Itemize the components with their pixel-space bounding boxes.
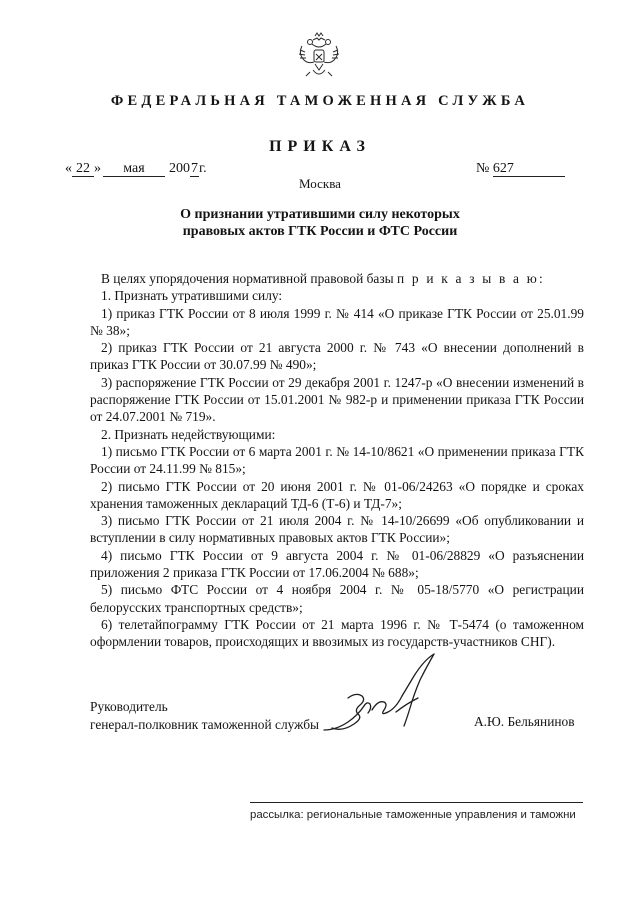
double-headed-eagle-icon [296, 32, 342, 80]
subject-line-1: О признании утратившими силу некоторых [180, 207, 460, 222]
order-year-digit: 7 [191, 161, 198, 176]
order-city: Москва [299, 176, 341, 191]
order-date [65, 161, 207, 177]
order-title: ПРИКАЗ [269, 138, 371, 155]
order-number-value: 627 [493, 162, 565, 177]
order-year-unit: г. [199, 161, 207, 176]
section-2-item-2: 2) письмо ГТК России от 20 июня 2001 г. № 01-06/24263 «О порядке и сроках хранения таможенных деклараций ТД-6 (Т-6) и ТД-7»; [90, 478, 584, 511]
number-label: № [476, 161, 490, 176]
date-open-quote: « [65, 161, 72, 176]
subject-line-2: правовых актов ГТК России и ФТС России [182, 224, 458, 239]
date-close-quote: » [94, 161, 101, 176]
signatory-name: А.Ю. Бельянинов [474, 714, 575, 729]
order-day: 22 [72, 162, 94, 177]
signatory-position [90, 698, 319, 734]
order-subject [0, 206, 640, 240]
distribution-list: рассылка: региональные таможенные управления и таможни [250, 809, 576, 821]
section-2-title: 2. Признать недействующими: [101, 426, 276, 442]
section-2-item-5: 5) письмо ФТС России от 4 ноября 2004 г. № 05-18/5770 «О регистрации белорусских транспортных средств»; [90, 582, 584, 615]
order-number [476, 161, 565, 177]
preamble-order-word: п р и к а з ы в а ю: [396, 271, 545, 286]
section-2-item-3: 3) письмо ГТК России от 21 июля 2004 г. № 14-10/26699 «Об опубликовании и вступлении в силу нормативных правовых актов ГТК России»; [90, 513, 584, 546]
footer-divider [250, 802, 583, 803]
section-1-item-1: 1) приказ ГТК России от 8 июля 1999 г. № 414 «О приказе ГТК России от 25.01.99 № 38»; [90, 305, 584, 338]
section-1-item-2: 2) приказ ГТК России от 21 августа 2000 г. № 743 «О внесении дополнений в приказ ГТК России от 30.07.99 № 490»; [90, 340, 584, 373]
position-line-1: Руководитель [90, 699, 168, 714]
section-2-item-4: 4) письмо ГТК России от 9 августа 2004 г. № 01-06/28829 «О разъяснении приложения 2 приказа ГТК России от 17.06.2004 № 688»; [90, 547, 584, 581]
position-line-2: генерал-полковник таможенной службы [90, 717, 320, 732]
order-year-prefix: 200 [169, 161, 190, 176]
order-month: мая [103, 162, 165, 177]
section-2-item-1: 1) письмо ГТК России от 6 марта 2001 г. № 14-10/8621 «О применении приказа ГТК России от 24.11.99 № 815»; [90, 443, 584, 477]
agency-name: ФЕДЕРАЛЬНАЯ ТАМОЖЕННАЯ СЛУЖБА [110, 93, 530, 109]
section-1-title: 1. Признать утратившими силу: [101, 288, 283, 304]
section-2-item-6: 6) телетайпограмму ГТК России от 21 марта 1996 г. № Т-5474 (о таможенном оформлении товаров, происходящих и ввозимых из государств-участников СНГ). [90, 616, 584, 650]
handwritten-signature-icon [300, 652, 460, 742]
order-body [90, 270, 584, 651]
preamble [90, 270, 584, 287]
preamble-text: В целях упорядочения нормативной правовой базы [101, 271, 394, 286]
section-1-item-3: 3) распоряжение ГТК России от 29 декабря 2001 г. 1247-р «О внесении изменений в распоряжение ГТК России от 15.01.2001 № 982-р и применении приказа ГТК России от 24.07.2001 № 719». [90, 374, 584, 425]
